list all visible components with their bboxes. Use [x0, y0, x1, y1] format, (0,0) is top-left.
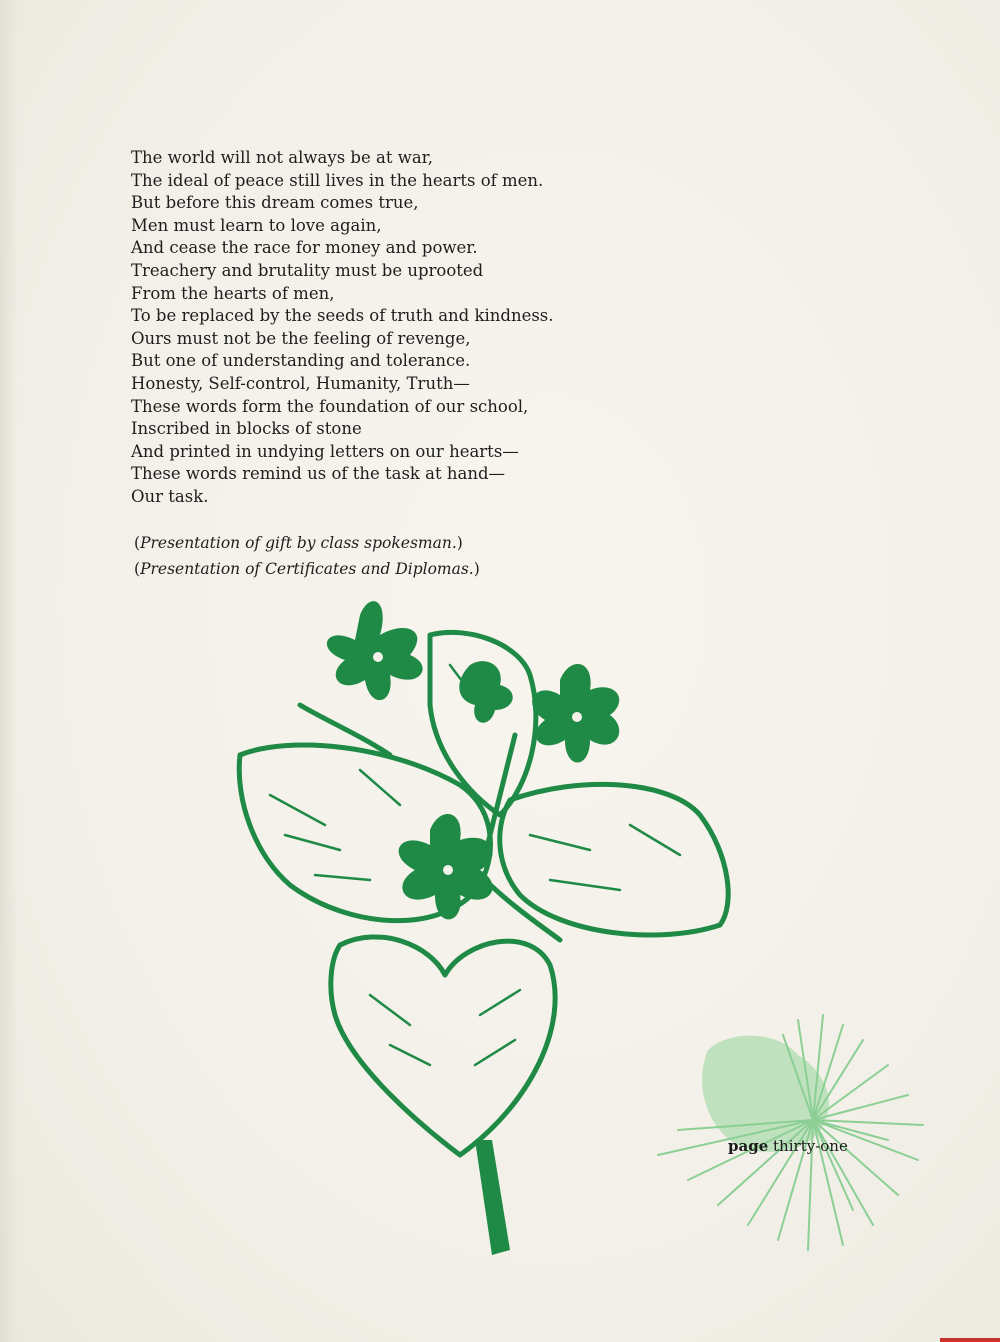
poem-line: Honesty, Self-control, Humanity, Truth—: [131, 373, 470, 393]
ceremony-note-diplomas: (Presentation of Certificates and Diplomas.): [134, 560, 480, 578]
page-number-word: page: [728, 1137, 769, 1155]
poem-line: These words remind us of the task at hand—: [131, 464, 506, 484]
page-number: [728, 1137, 848, 1155]
page-spine-shadow: [0, 0, 18, 1342]
poem-line: But before this dream comes true,: [131, 193, 419, 213]
ceremony-note-text: Presentation of gift by class spokesman.: [140, 534, 457, 552]
poem-line: Ours must not be the feeling of revenge,: [131, 328, 471, 348]
pine-branch-icon: [648, 1010, 938, 1260]
poem-line: But one of understanding and tolerance.: [131, 351, 471, 371]
poem-line: Treachery and brutality must be uprooted: [131, 260, 484, 280]
poem-line: To be replaced by the seeds of truth and kindness.: [131, 306, 554, 326]
poem-line: Inscribed in blocks of stone: [131, 419, 362, 439]
page-edge-mark: [940, 1338, 1000, 1342]
poem-line: The ideal of peace still lives in the hearts of men.: [131, 170, 544, 190]
ceremony-note-text: Presentation of Certificates and Diplomas.: [140, 560, 474, 578]
poem-line: From the hearts of men,: [131, 283, 335, 303]
poem-line: Our task.: [131, 486, 209, 506]
ceremony-notes: [134, 530, 480, 582]
poem-line: And cease the race for money and power.: [131, 238, 478, 258]
ceremony-note-gift: (Presentation of gift by class spokesman.): [134, 534, 463, 552]
poem-line: And printed in undying letters on our hearts—: [131, 441, 519, 461]
poem-line: These words form the foundation of our school,: [131, 396, 529, 416]
poem: [131, 147, 691, 509]
poem-line: Men must learn to love again,: [131, 215, 382, 235]
poem-line: The world will not always be at war,: [131, 148, 433, 167]
page-number-value: thirty-one: [773, 1137, 848, 1155]
